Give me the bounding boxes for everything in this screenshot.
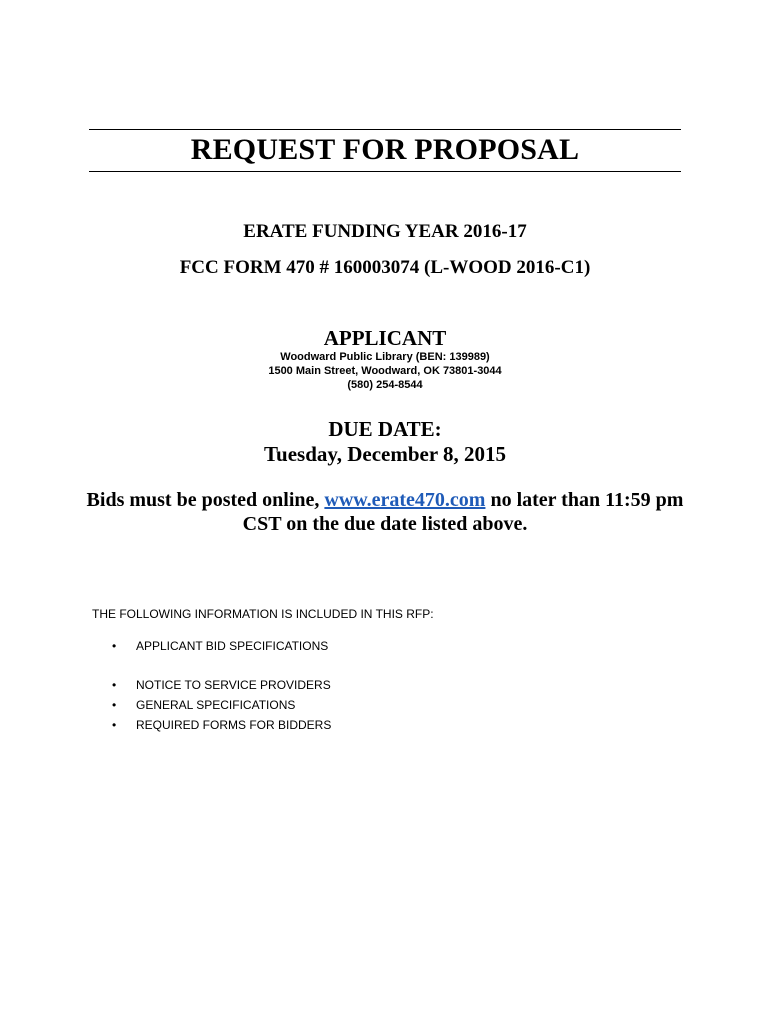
page-title: REQUEST FOR PROPOSAL <box>190 133 580 166</box>
bullet-icon: • <box>112 639 117 653</box>
bullet-icon: • <box>112 718 117 732</box>
fcc-form-470-line: FCC FORM 470 # 160003074 (L-WOOD 2016-C1) <box>179 257 591 278</box>
list-item-label: APPLICANT BID SPECIFICATIONS <box>136 639 329 653</box>
list-item-label: GENERAL SPECIFICATIONS <box>136 698 296 712</box>
applicant-name: Woodward Public Library (BEN: 139989) <box>280 351 490 363</box>
bids-note-lead: Bids must be posted online, <box>86 489 325 511</box>
list-item-label: REQUIRED FORMS FOR BIDDERS <box>136 718 332 732</box>
bids-submission-note <box>85 488 685 536</box>
list-item-label: NOTICE TO SERVICE PROVIDERS <box>136 678 331 692</box>
due-date-label: DUE DATE: <box>328 417 442 441</box>
due-date-value: Tuesday, December 8, 2015 <box>263 442 507 466</box>
applicant-address: 1500 Main Street, Woodward, OK 73801-3044 <box>268 365 502 377</box>
bullet-icon: • <box>112 698 117 712</box>
bullet-icon: • <box>112 678 117 692</box>
applicant-phone: (580) 254-8544 <box>347 379 423 391</box>
funding-year-line: ERATE FUNDING YEAR 2016-17 <box>243 221 527 242</box>
applicant-heading: APPLICANT <box>323 326 447 350</box>
erate470-link[interactable]: www.erate470.com <box>324 489 486 511</box>
rfp-contents-intro: THE FOLLOWING INFORMATION IS INCLUDED IN THIS RFP: <box>92 607 434 621</box>
bids-note-tail: no later than 11:59 pm CST on the due date listed above. <box>242 489 684 535</box>
title-top-rule <box>89 129 681 130</box>
title-bottom-rule <box>89 171 681 172</box>
